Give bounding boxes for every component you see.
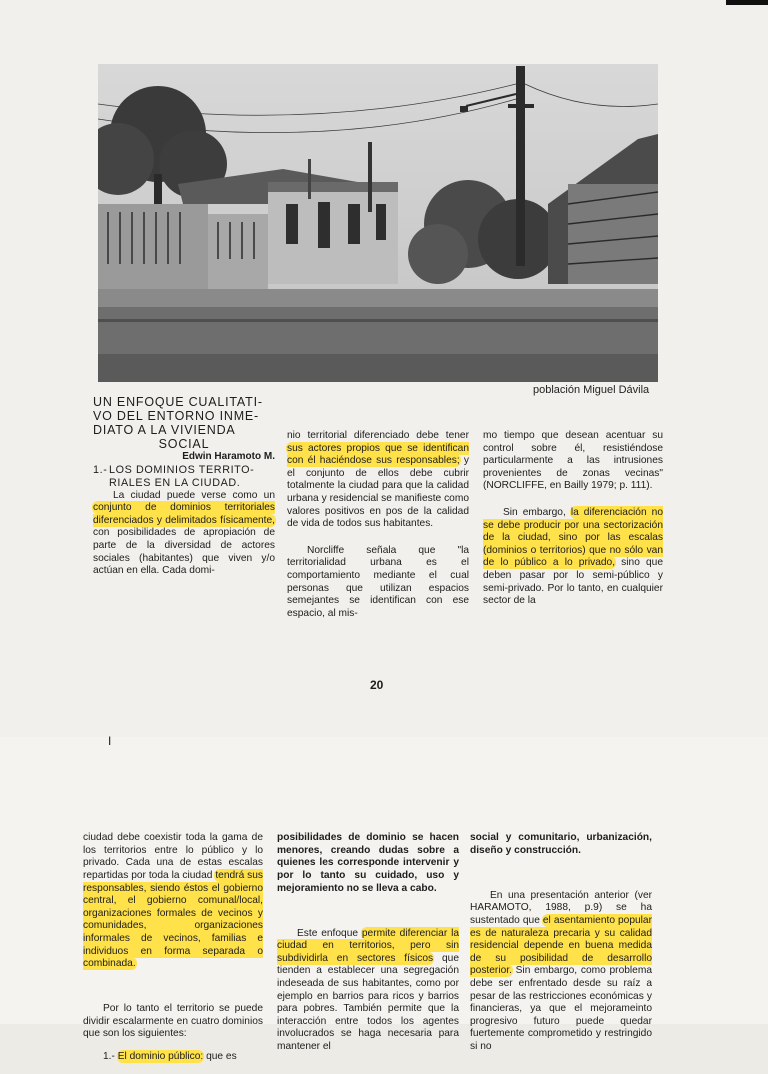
article-title: [93, 395, 275, 451]
text-run: nio territorial diferenciado debe tener: [287, 430, 469, 441]
text-run: ciudad debe coexistir toda la gama de los territorios entre lo público y lo privado. Cada una de estas escalas repartidas por toda la ciudad: [83, 832, 263, 881]
column-1: [93, 395, 275, 578]
paragraph: Norcliffe señala que "la territorialidad urbana es el comportamiento mediante el cual personas que utilizan espacios semejantes se identifican con ese espacio, al mis-: [287, 544, 469, 619]
highlighted-text: la diferenciación no se debe producir por una sectorización de la ciudad, sino por las escalas (dominios o territorios) que no sólo van de lo público a lo privado,: [483, 506, 663, 569]
highlighted-text: el asentamiento popular es de naturaleza precaria y su calidad residencial depende en buena medida de su posibilidad de desarrollo posterior.: [470, 914, 652, 977]
paragraph: [93, 490, 275, 578]
text-run: sino que deben pasar por lo semi-público y semi-privado. Por lo tanto, en cualquier sector de la: [483, 557, 663, 607]
text-run: Este enfoque: [297, 927, 359, 939]
paragraph: Por lo tanto el territorio se puede dividir escalarmente en cuatro dominios que son los siguientes:: [83, 1003, 263, 1040]
paragraph: mo tiempo que desean acentuar su control sobre él, resistiéndose particularmente a las intrusiones provenientes de zonas vecinas" (NORCLIFFE, en Bailly 1979; p. 111).: [483, 430, 663, 492]
text-run: Sin embargo,: [503, 506, 566, 518]
paragraph: social y comunitario, urbanización, diseño y construcción.: [470, 832, 652, 856]
text-run: En una presentación anterior (ver HARAMOTO, 1988, p.9) se ha sustentado que: [470, 889, 652, 926]
highlighted-text: tendrá sus responsables, siendo éstos el gobierno central, el gobierno comunal/local, organizaciones formales de vecinos y comunidades, organizaciones informales de vecinos, familias e individuos en forma separada o combinada.: [83, 869, 263, 970]
column-2: [287, 430, 469, 620]
text-run: que es: [206, 1051, 237, 1063]
section-heading: [93, 464, 275, 490]
street-photo: [98, 64, 658, 382]
text-run: y el conjunto de ellos debe cubrir totalmente la ciudad para que la calidad urbana y residencial se manifieste como valores positivos en pos de la calidad de vida de todos sus habitantes.: [287, 455, 469, 530]
text-run: Sin embargo, como problema debe ser enfrentado desde su raíz a pesar de las restricciones económicas y financieras, ya que el mejorameinto progresivo futuro puede quedar fuertemente comprometido y restringido si no: [470, 965, 652, 1052]
title-line: DIATO A LA VIVIENDA: [93, 423, 236, 437]
title-line: UN ENFOQUE CUALITATI-: [93, 395, 263, 409]
bottom-column-1: [83, 822, 263, 1074]
section-number: 1.-: [93, 463, 108, 476]
page-number: 20: [370, 678, 384, 692]
text-run: La ciudad puede verse como un: [113, 489, 275, 501]
section-title-line: RIALES EN LA CIUDAD.: [109, 476, 241, 489]
paragraph: [470, 890, 652, 1054]
photo-caption: población Miguel Dávila: [533, 384, 650, 396]
bottom-column-2: [277, 822, 459, 1064]
margin-mark: I: [108, 734, 112, 748]
list-number: 1.-: [103, 1051, 115, 1063]
paragraph: [483, 507, 663, 608]
section-title-line: LOS DOMINIOS TERRITO-: [109, 463, 255, 476]
highlighted-text: permite diferenciar la ciudad en territorios, pero sin subdividirla en sectores físicos: [277, 927, 459, 964]
paragraph: posibilidades de dominio se hacen menores, creando dudas sobre a quienes les corresponde intervenir y por lo tanto su cuidado, uso y mejoramiento no se lleva a cabo.: [277, 832, 459, 894]
highlighted-text: El dominio público:: [117, 1051, 204, 1063]
paragraph: [277, 928, 459, 1054]
title-line: SOCIAL: [158, 437, 210, 451]
paragraph: [287, 430, 469, 531]
column-3: [483, 430, 663, 608]
highlighted-text: sus actores propios que se identifican con él haciéndose sus responsables;: [287, 442, 469, 467]
highlighted-text: conjunto de dominios territoriales diferenciados y delimitados físicamente,: [93, 502, 275, 526]
title-line: VO DEL ENTORNO INME-: [93, 409, 260, 423]
paragraph: [83, 832, 263, 971]
text-run: que tienden a establecer una segregación indeseada de sus habitantes, como por ejemplo en barrios para ricos y barrios para pobres. También permite que la interacción entre todos los agentes involucrados se haga necesaria para mantener el: [277, 952, 459, 1052]
text-run: con posibilidades de apropiación de parte de la diversidad de actores sociales (habitantes) que viven y/o actúan en ella. Cada domi-: [93, 527, 275, 577]
author-name: Edwin Haramoto M.: [182, 451, 275, 462]
corner-mark: [726, 0, 768, 5]
list-item: [83, 1051, 263, 1064]
bottom-column-3: [470, 822, 652, 1064]
